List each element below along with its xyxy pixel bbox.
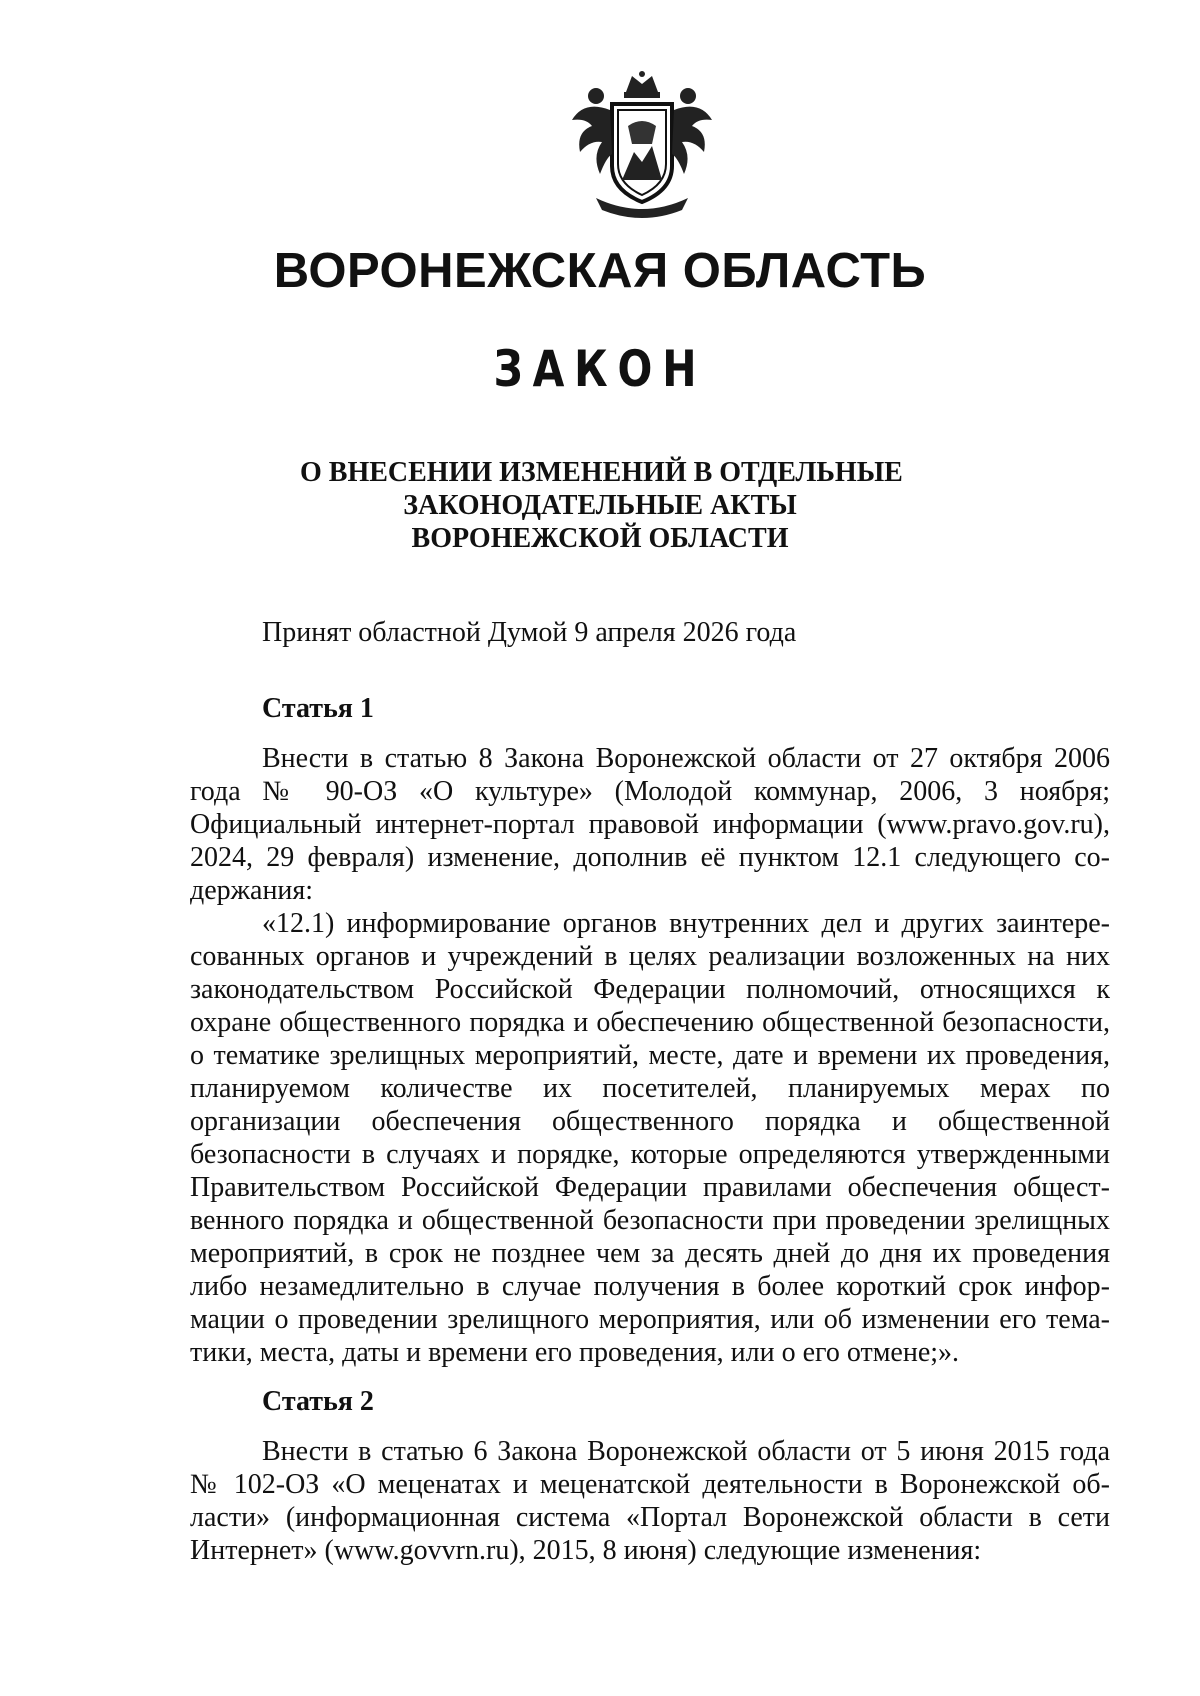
article-2-paragraph: Внести в статью 6 Закона Воронежской области от 5 июня 2015 года № 102-ОЗ «О меценатах и меценатской деятельности в Воронежской области» (информационная система «Портал Воронежской области в сети Интернет» (www.govvrn.ru), 2015, 8 июня) следующие изменения:	[190, 1436, 1110, 1566]
document-type: ЗАКОН	[493, 340, 707, 398]
article-2-title: Статья 2	[262, 1386, 374, 1417]
region-heading: ВОРОНЕЖСКАЯ ОБЛАСТЬ	[273, 244, 927, 298]
adoption-note: Принят областной Думой 9 апреля 2026 года	[262, 617, 797, 648]
article-1-title: Статья 1	[262, 693, 374, 724]
coat-of-arms-icon	[562, 70, 722, 218]
article-1-amendment-text: «12.1) информирование органов внутренних дел и других заинтересованных органов и учреждений в целях реализации возложенных на них законодательством Российской Федерации полномочий, относящихся к охране общественного порядка и обеспечению общественной безопасности, о тематике зрелищных мероприятий, месте, дате и времени их проведения, планируемом количестве их посетителей, планируемых мерах по организации обеспечения общественного порядка и общественной безопасности в случаях и порядке, которые определяются утвержденными Правительством Российской Федерации правилами обеспечения общественного порядка и общественной безопасности при проведении зрелищных мероприятий, в срок не позднее чем за десять дней до дня их проведения либо незамедлительно в случае получения в более короткий срок информации о проведении зрелищного мероприятия, или об изменении его тематики, места, даты и времени его проведения, или о его отмене;».	[190, 908, 1110, 1368]
article-1-paragraph: Внести в статью 8 Закона Воронежской области от 27 октября 2006 года № 90-ОЗ «О культуре» (Молодой коммунар, 2006, 3 ноября; Официальный интернет-портал правовой информации (www.pravo.gov.ru), 2024, 29 февраля) изменение, дополнив её пунктом 12.1 следующего содержания:	[190, 743, 1110, 906]
law-title-line: ЗАКОНОДАТЕЛЬНЫЕ АКТЫ	[403, 490, 797, 521]
law-title-line: О ВНЕСЕНИИ ИЗМЕНЕНИЙ В ОТДЕЛЬНЫЕ	[300, 457, 903, 488]
law-title	[300, 456, 903, 555]
law-title-line: ВОРОНЕЖСКОЙ ОБЛАСТИ	[411, 523, 789, 554]
